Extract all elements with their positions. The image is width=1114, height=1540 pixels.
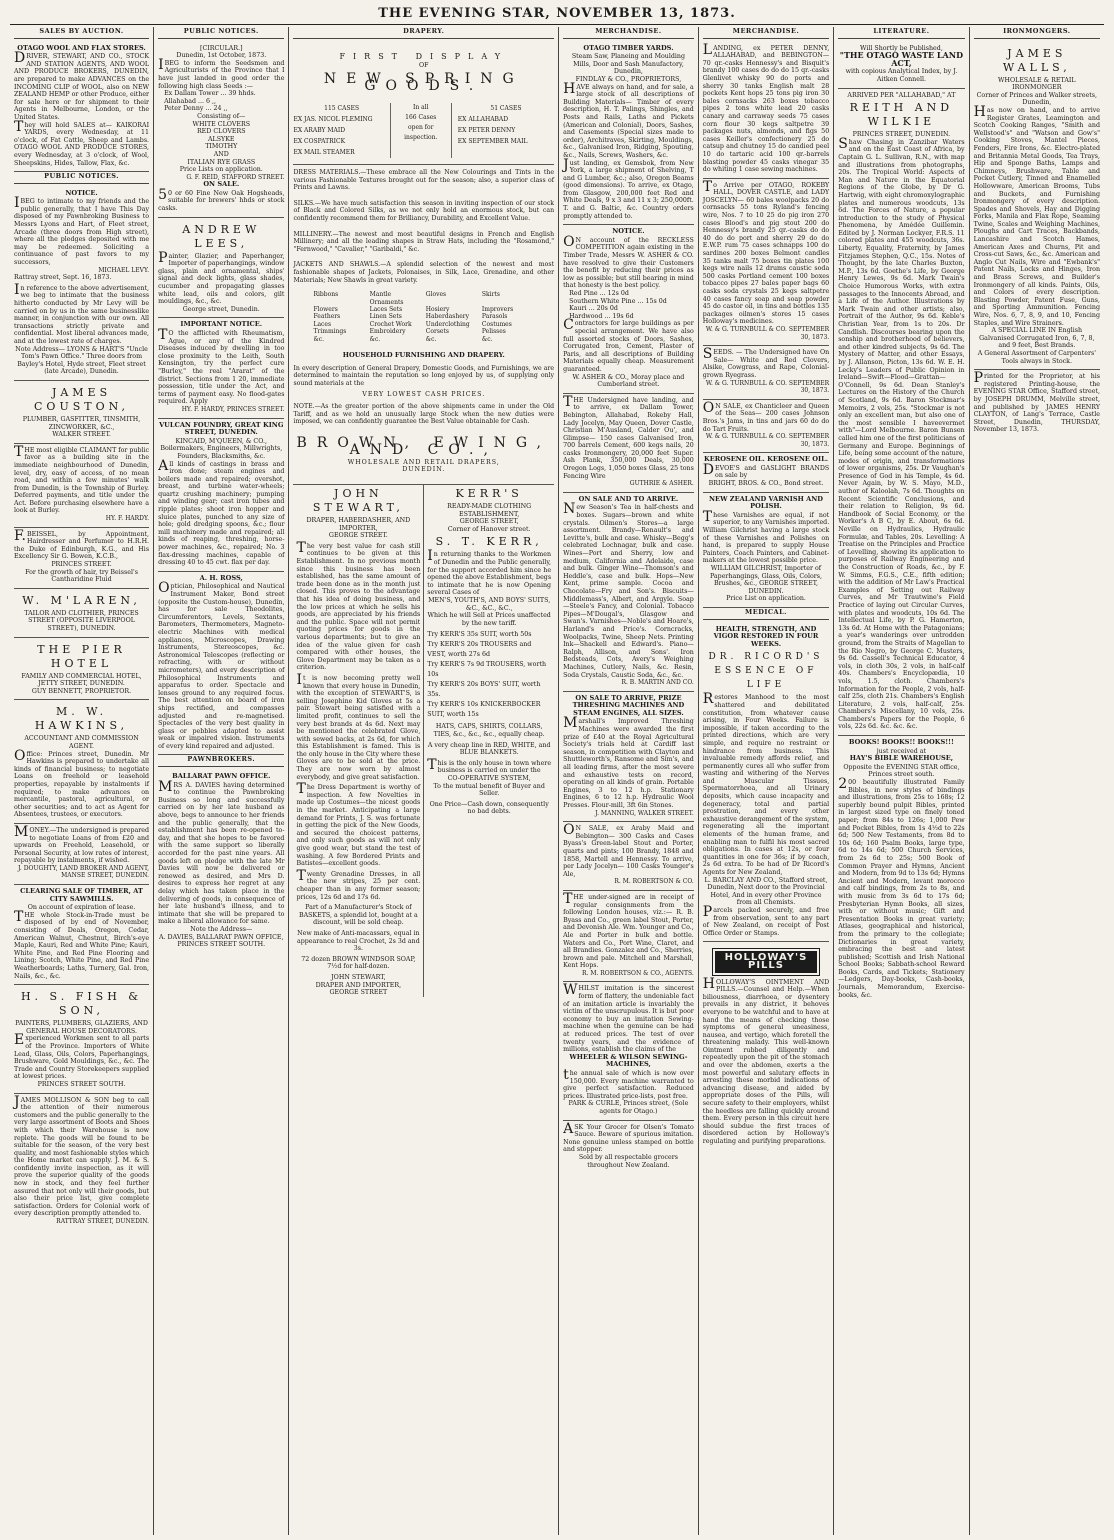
drapery-block	[289, 27, 559, 1535]
grid-item: &c.	[481, 335, 493, 343]
ad-body: 50 or 60 Fine New Oak Hogsheads, suitable for brewers' hhds or stock casks.	[158, 186, 285, 213]
list-item: Peter Denny ... 24 ,,	[164, 105, 228, 113]
grid-item: &c.	[425, 335, 437, 343]
ad-rokeby	[703, 179, 829, 346]
ad-signature: GUY BENNETT, PROPRIETOR.	[31, 687, 132, 695]
ad-body: THE Undersigned have landing, and to arrive, ex Dallam Tower, Bebington, Allahabad, Rokeby Hall, Lady Jocelyn, May Queen, Dover Castle, Christian M'Ausland, Calder Ou', and Glimpse— 150 cases Galvanised Iron, 700 barrels Cement, 600 kegs nails, 20 casks Ironmongery, 20,000 feet Super. Ash Plank, 350,000 Deals, 30,000 Oregon Logs, 1,050 boxes Glass, 25 tons Fencing Wire	[563, 393, 694, 480]
list-item: EX COSPATRICK	[293, 137, 346, 145]
ad-mlaren	[14, 589, 149, 638]
grid-item: Mantle Ornaments	[369, 291, 404, 306]
ad-name: W. M'LAREN,	[22, 593, 141, 607]
ad-body: Experienced Workmen sent to all parts of the Province. Importers of White Lead, Glass, Oils, Colors, Paperhangings, Brushware, Gold Mouldings, &c., &c. The Trade and Country Storekeepers supplied at lowest prices.	[14, 1032, 150, 1081]
ad-body: THE whole Stock-in-Trade must be disposed of by end of November, consisting of Deals, Oregon, Cedar, American Walnut, Chestnut, Birch's-eye Maple, Kauri, Red and White Pine; Kauri, White Pine, and Red Pine Flooring and Lining; Scotch, White Pine, and Red Pine Weatherboards; Laths, Turnery, Gal. Iron, Nails, &c., &c.	[14, 908, 150, 980]
grid-item: Flowers	[313, 305, 338, 313]
ad-wheeler-wilson	[563, 982, 694, 1120]
ad-ballarat-pawn	[158, 770, 284, 953]
grid-item: Crochet Work	[369, 320, 412, 328]
ad-title: "THE OTAGO WASTE LAND ACT,	[839, 50, 964, 68]
grid-item: Ribbons	[313, 291, 339, 299]
ad-label: [CIRCULAR.]	[199, 44, 243, 52]
ad-signature: L. BARCLAY AND CO., Stafford street, Dunedin, Next door to the Provincial Hotel, And in every other Province from all Chemists.	[704, 876, 828, 907]
ad-body: New Season's Tea in half-chests and boxes. Sugars—brown and white crystals. Oilmen's Stores—a large assortment. Brandy—Renault's and Levitte's, bulk and case. Whisky—Begg's celebrated Lochnagar, bulk and case. Wines—Port and Sherry, low and medium, California and Adelaide, case and bulk. Ginger Wine—Thomson's and Heddle's, case and bulk. Hops—New Kent, prime sample. Cocoa and Chocolate—Fry and Son's. Biscuits—Middlemass's, Albert, and Argyle. Soap—Steele's Fancy, and Colonial. Tobacco Pipes—M'Dougal's, Glasgow and Swan's. Varnishes—Noble's and Hoare's, Harland's and Price's. Corncracks, Woolpacks, Twine, Sheep Nets. Printing Ink—Shackell and Edward's. Piano—Ralph, Allison, and Sons'. Iron Bedsteads, Cots, Avery's Weighing Machines, Cutlery, Nails, &c. Resin, Soda Crystals, Caustic Soda, &c., &c.	[563, 501, 694, 679]
list-item: Try KERR'S 35s SUIT, worth 50s	[427, 631, 532, 639]
list-item: RED CLOVERS	[196, 128, 246, 136]
ad-firm: KINCAID, M'QUEEN, & CO.,	[175, 437, 268, 445]
ad-body: It is now becoming pretty well known that every house in Dunedin, with the exception of STEWART'S, is selling Josephine Kid Gloves at 5s a pair. Stewart being satisfied with a limited profit, continues to sell the very best brands at 4s 6d. Next may be mentioned the celebrated Glove, with sewed backs, at 2s 6d, for which this Establishment is famed. This is the only house in the City where these Gloves are to be sold at the price. They are now worn by almost everybody, and give great satisfaction.	[296, 671, 421, 781]
lowest-prices: VERY LOWEST CASH PRICES.	[362, 391, 486, 399]
ad-fish	[14, 985, 149, 1093]
price-list	[563, 290, 694, 320]
ad-subtitle: On account of expiration of lease.	[27, 904, 136, 912]
ad-money	[14, 824, 149, 885]
list-item: ALSYKE	[208, 135, 235, 143]
list-item: EX PETER DENNY	[457, 126, 516, 134]
ad-title: ON SALE TO ARRIVE, PRIZE THRESHING MACHINES AND STEAM ENGINES, ALL SIZES.	[572, 693, 685, 717]
ad-body: Twenty Grenadine Dresses, in all the new stripes, 25 per cent. cheaper than in any former season; prices, 12s 6d and 17s 6d.	[296, 867, 421, 901]
list-item: Red Pine ... 12s 0d	[569, 290, 629, 297]
ad-body: ASK Your Grocer for Olsen's Tomato Sauce. Beware of spurious imitation. None genuine unless stamped on bottle and stopper.	[563, 1120, 694, 1154]
ad-line: Which he will Sell at Prices unaffected by the new tariff.	[427, 612, 551, 627]
of-label: OF	[418, 62, 429, 70]
ad-trade: PLUMBER, GASFITTER, TINSMITH, ZINCWORKER, &C.,	[22, 415, 141, 431]
ad-brown-ewing	[293, 42, 554, 485]
ad-vulcan-foundry	[158, 419, 284, 572]
household-text: In every description of General Drapery, Domestic Goods, and Furnishings, we are determined to maintain the reputation so long enjoyed by us, of supplying only sound materials at the	[293, 364, 555, 387]
ad-address: GEORGE STREET,	[459, 518, 519, 526]
column-2	[154, 27, 289, 1535]
ad-line: 72 dozen BROWN WINDSOR SOAP, 7½d for half-dozen.	[301, 955, 416, 971]
ad-body: F.BEISSEL, by Appointment, Hairdresser and Perfumer to H.R.H. the Duke of Edinburgh, K.G., and His Excellency Sir G. Bowen, K.C.B.,	[14, 527, 150, 561]
ad-body: Painter, Glazier, and Paperhanger, Importer of paperhangings, window glass, plain and ornamental, ships' signal and deck lights, glass shades, cucumber and propagating glasses white lead, oils and colors, gilt mouldings, &c., &c.	[158, 249, 285, 306]
ad-guthrie-asher	[563, 394, 694, 493]
ad-date: Dunedin, 1st October, 1873.	[176, 52, 267, 60]
grid-item: Gloves	[425, 291, 447, 299]
ad-pier-hotel	[14, 638, 149, 701]
section-pawnbrokers: PAWNBROKERS.	[158, 755, 284, 767]
ad-note: Note the Address—	[190, 925, 253, 933]
household-heading: HOUSEHOLD FURNISHING AND DRAPERY.	[342, 350, 505, 359]
ad-clearing-sale	[14, 885, 149, 985]
ad-trade: FAMILY AND COMMERCIAL HOTEL, JETTY STREET, DUNEDIN.	[21, 672, 142, 688]
ad-name: WHEELER & WILSON SEWING-MACHINES,	[569, 1052, 688, 1069]
ad-olsen	[563, 1121, 694, 1174]
silks: SILKS.—We have much satisfaction this season in inviting inspection of our stock of Black and Colored Silks, as we not only hold an enormous stock, but can confidently recommend them for Brilliancy, Durability, and Excellent Value.	[293, 199, 555, 222]
ad-address: PRINCES STREET, DUNEDIN.	[852, 131, 951, 139]
grid-item: Costumes	[481, 320, 512, 328]
ad-robertson-agents	[563, 891, 694, 983]
ad-name: M. W. HAWKINS,	[34, 705, 129, 733]
ad-varnish	[703, 493, 829, 608]
ad-manning	[563, 692, 694, 823]
list-item: 115 CASES	[324, 104, 360, 112]
grid-item: Linen Sets	[369, 313, 402, 321]
ad-signature: HY. F. HARDY.	[105, 515, 150, 523]
ad-body: Contractors for large buildings as per special arrangement. We have also full assorted stocks of Doors, Sashes, Corrugated Iron, Cement, Plaster of Paris, and all descriptions of Building Materials equally cheap. Measurement guaranteed.	[563, 317, 694, 373]
section-sales-by-auction: SALES BY AUCTION.	[14, 27, 149, 39]
ad-mollison	[14, 1094, 149, 1230]
ad-body: Just landing, ex Gemsbok, from New York, a large shipment of Shelving, T and G Lumber, &c.; also, Oregon Beams (good dimensions). To arrive, ex Otago, from Glasgow, 200,000 feet Red and White Deals, 9 x 3 and 11 x 3; 250,000ft. T. and G. Baltic, &c. Country orders promptly attended to.	[563, 156, 694, 220]
ad-subtitle: Steam Saw, Planeing and Moulding Mills, Door and Sash Manufactory, Dunedin,	[571, 53, 686, 76]
ad-line: Will Shortly be Published,	[859, 44, 943, 52]
ad-date: Rattray street, Sept. 16, 1873.	[14, 274, 112, 282]
ad-signature: HY. F. HARDY, PRINCES STREET.	[181, 405, 285, 413]
ad-john-stewart	[293, 485, 424, 997]
ad-waste-land-act	[838, 42, 964, 89]
brand-name: BROWN, EWING, AND CO.,	[296, 434, 551, 459]
ad-line: To the mutual benefit of Buyer and Seller.	[433, 782, 545, 798]
section-merchandise: MERCHANDISE.	[563, 27, 694, 39]
ad-signature: JOHN STEWART,	[331, 973, 386, 981]
ad-holloway	[703, 942, 829, 1149]
ad-line: A SPECIAL LINE IN English Galvanised Corrugated Iron, 6, 7, 8, and 9 feet, Best Brands.	[979, 327, 1095, 350]
list-item: 166 Cases	[405, 113, 437, 121]
ad-signature: W. & G. TURNBULL & CO. SEPTEMBER 30, 1873.	[705, 379, 830, 395]
ad-body: WHILST imitation is the sincerest form of flattery, the undeniable fact of an imitation article is invariably the victim of the unscrupulous. It is but poor economy to buy an imitation Sewing-machine when the genuine can be had at reduced prices. The test of over twenty years, and the evidence of millions, establish the claims of the	[563, 982, 694, 1054]
ad-body: THE under-signed are in receipt of regular consignments from the following London houses, viz.:— R. B. Byass and Co., green label Stout, Porter, and Devonish Ale. Wm. Younger and Co., Ale and Porter in bulk and bottle. Waters and Co., Port Wine, Claret, and all Brandies. Gonzalez and Co., Sherries, brown and pale. Mitchell and Marshall, Kent Hops.	[563, 890, 694, 970]
ad-signature: WILLIAM GILCHRIST, Importer of Paperhangings, Glass, Oils, Colors, Brushes, &c., GEORGE STREET, DUNEDIN.	[709, 565, 823, 595]
list-item: Try KERR'S 20s BOYS' SUIT, worth 35s.	[427, 681, 541, 699]
shipments-table	[293, 99, 554, 165]
ad-line: Price Lists on application.	[179, 166, 263, 174]
section-literature: LITERATURE.	[838, 27, 964, 39]
list-item: Try KERR'S 10s KNICKERBOCKER SUIT, worth 15s	[427, 701, 541, 719]
ad-name: REITH AND WILKIE	[849, 101, 954, 129]
grid-item: Embroidery	[369, 328, 406, 336]
ad-address: George street, Dunedin.	[182, 305, 260, 313]
list-item: 51 CASES	[490, 104, 522, 112]
list-item: In all	[412, 103, 429, 111]
list-item: Hardwood ... 19s 6d	[569, 312, 634, 320]
ad-line: MEN'S, YOUTH'S, AND BOYS' SUITS, &C., &C., &C.,	[428, 597, 551, 612]
ad-lees	[158, 218, 284, 319]
ad-body: MONEY.—The undersigned is prepared to negotiate Loans of from £20 and upwards on Freehold, Leasehold, or Personal Security, at low rates of interest, repayable by instalments, if wished.	[14, 823, 150, 865]
holloway-banner: HOLLOWAY'S PILLS	[713, 949, 819, 974]
section-ironmongers: IRONMONGERS.	[974, 27, 1100, 39]
dress-materials: DRESS MATERIALS.—These embrace all the New Colourings and Tints in the various Fashionable Textures brought out for the season; also, a superior class of Prints and Lawns.	[293, 168, 555, 192]
ad-line: CO-OPERATIVE SYSTEM,	[447, 774, 531, 782]
kerr-tries	[427, 630, 551, 720]
grid-item: Laces	[313, 320, 332, 328]
ad-trade: Boilermakers, Engineers, Millwrights, Founders, Blacksmiths, &c.	[160, 445, 283, 460]
shipments-middle	[390, 103, 452, 158]
list-item: EX MAIL STEAMER	[293, 148, 355, 156]
ad-line: One Price—Cash down, consequently no bad debts.	[429, 800, 549, 816]
shipments-left	[293, 103, 389, 158]
grid-item: Parasols	[481, 313, 508, 321]
ad-kerosene	[703, 453, 829, 492]
ad-signature: J. MANNING, WALKER STREET.	[595, 809, 694, 817]
ad-title: HEALTH, STRENGTH, AND VIGOR RESTORED IN FOUR WEEKS.	[713, 624, 819, 648]
section-merchandise: MERCHANDISE.	[703, 27, 829, 39]
ad-name: ANDREW LEES,	[182, 222, 261, 250]
ad-body: TO the afflicted with Rheumatism, Ague, or any of the Kindred Diseases induced by dwelling in too close proximity to the Leith, South Kensington, try the perfect cure "Burley," the real "Ararat" of the district. Sections from 1 20, immediate possession, title under the Act, and terms of payment easy. No flood-gates required. Apply	[158, 327, 285, 406]
ad-signature: GUTHRIE & ASHER.	[629, 480, 694, 488]
ad-otago-timber	[563, 42, 694, 226]
ad-body: In returning thanks to the Workmen of Dunedin and the Public generally, for the support accorded him since he opened the above Establishment, begs to intimate that he is now Opening several Cases of	[427, 548, 552, 597]
ad-body: DRIVER, STEWART, AND CO., STOCK AND STATION AGENTS, AND WOOL AND PRODUCE BROKERS, DUNEDIN, are prepared to make ADVANCES on the INCOMING CLIP of WOOL, also on NEW ZEALAND HEMP or other Produce, either for sale here or for shipment to their Agents in Melbourne, London, or the United States.	[14, 50, 150, 121]
ad-body: IBEG to inform the Seedsmen and Agriculturists of the Province that I have just landed in good order the following high class Seeds :—	[158, 56, 285, 90]
column-4	[559, 27, 699, 1535]
ad-name: JAMES COUSTON,	[34, 385, 130, 413]
ad-body: ON SALE, ex Chanticleer and Queen of the Seas— 200 cases Johnson Bros.'s Jams, in tins and jars 60 do do do Tart Fruits.	[702, 399, 830, 433]
ad-title: NOTICE.	[65, 188, 98, 197]
first-display-heading: FIRST DISPLAY	[339, 51, 509, 61]
list-item: EX ARABY MAID	[293, 126, 346, 134]
ad-hays-bible	[838, 736, 964, 1003]
millinery: MILLINERY.—The newest and most beautiful designs in French and English Millinery; and all the leading shapes in Straw Hats, including the "Rosamond," "Fernwood," "Cavalier," "Garibaldi," &c.	[293, 230, 555, 253]
grid-item: Corsets	[425, 328, 449, 336]
section-public-notices: PUBLIC NOTICES.	[14, 172, 149, 184]
ad-signature: G. F. REID, STAFFORD STREET.	[186, 173, 285, 181]
column-7	[970, 27, 1104, 1535]
ad-line: Consisting of—	[197, 112, 246, 120]
ad-trade: TAILOR AND CLOTHIER, PRINCES STREET (OPPOSITE LIVERPOOL STREET), DUNEDIN.	[24, 609, 139, 632]
ad-title: NOTICE.	[612, 227, 645, 236]
ad-body: THE most eligible CLAIMANT for public favor as a building site in the immediate neighbourhood of Dunedin, level, dry, easy of access, of no mean road, and within a few minutes' walk from Dunedin, is the Township of Burley. Deferred payments, and title under the Act. Before purchasing elsewhere have a look at Burley.	[14, 443, 150, 515]
list-item: WHITE CLOVERS	[192, 120, 251, 128]
ad-title: BALLARAT PAWN OFFICE.	[172, 772, 271, 781]
ad-line: A General Assortment of Carpenters' Tools always in Stock.	[977, 349, 1096, 365]
ad-line: Part of a Manufacturer's Stock of BASKETS, a splendid lot, bought at a discount, will be sold cheap.	[298, 904, 418, 927]
list-item: Ex Dallam Tower ... 39 hhds.	[164, 90, 256, 98]
goods-grid	[293, 288, 554, 346]
section-public-notices: PUBLIC NOTICES.	[158, 27, 284, 39]
ad-body: SEEDS. — The Undersigned have On Sale— White and Red Clovers, Alsike, Cowgrass, and Rape, Colonial-grown Ryegrass.	[702, 346, 830, 379]
ad-burley	[14, 444, 149, 528]
ad-seed-list	[158, 121, 284, 167]
grid-item: Underclothing	[425, 320, 470, 328]
ad-body: They will hold SALES at— KAIKORAI YARDS, every Wednesday, at 11 o'clock, of Fat Cattle, Sheep and Lambs. OTAGO WOOL AND PRODUCE STORES, every Wednesday, at 3 o'clock, of Wool, Sheepskins, Hides, Tallow, Flax, &c.	[14, 118, 150, 167]
ad-body: All kinds of castings in brass and iron done; steam engines and boilers made and repaired; overshot, breast, and turbine water-wheels; quartz crushing machinery; pumping and winding gear; cast iron tubes and ripple plates; shoot iron hopper and sluice plates, punched to any size of hole; gold dredging spoons, &c.; flour mill machinery made and repaired; all kinds of reaping, threshing, horse-power machines, &c., repaired; No. 3 flax-dressing machines, capable of dressing 40 to 45 cwt. flax per day.	[158, 457, 285, 567]
ad-extra: For the growth of hair, try Beissel's Cantharidine Fluid	[25, 568, 138, 584]
grid-item: &c.	[369, 335, 381, 343]
ad-body: DEVOE'S and GASLIGHT BRANDS on sale by	[702, 461, 830, 480]
ad-body: Optician, Philosophical and Nautical Instrument Maker, Bond street (opposite the Custom-house), Dunedin, has for sale Theodolites, Circumferentors, Levels, Sextants, Barometers, Thermometers, Magneto-electric Machines with medical appliances, Microscopes, Drawing Instruments, Stereoscopes, &c. Astronomical Telescopes (reflecting or refracting, with or without micrometers), and every description of Philosophical Instruments and apparatus to order. Spectacle and lenses ground to any required focus. The best attention on board of iron ships rectified, and compasses adjusted and re-magnetised. Spectacles of the very best quality in glass or pebbles adapted to assist weak or impaired vision. Instruments of every kind repaired and adjusted.	[158, 580, 285, 750]
list-item: Try KERR'S 20s TROUSERS and VEST, worth 27s 6d	[427, 641, 532, 659]
list-item: EX ALLAHABAD	[457, 115, 509, 123]
ad-line: HATS, CAPS, SHIRTS, COLLARS, TIES, &c., &c., &c., equally cheap.	[433, 723, 545, 738]
ad-body: These Varnishes are equal, if not superior, to any Varnishes imported. William Gilchrist having a large stock of these Varnishes and Polishes on hand, is prepared to supply House Painters, Coach Painters, and Cabinet-makers at the lowest possible price.	[702, 508, 830, 565]
ad-name: HAY'S BIBLE WAREHOUSE,	[849, 754, 954, 763]
ad-trade: PAINTERS, PLUMBERS, GLAZIERS, AND GENERAL HOUSE DECORATORS.	[15, 1020, 148, 1035]
ad-address: Opposite the EVENING STAR office, Princes street south.	[843, 763, 960, 779]
ad-signature: R. B. MARTIN AND CO.	[621, 679, 694, 687]
ad-signature: W. & G. TURNBULL & CO. SEPTEMBER 30, 1873.	[705, 325, 830, 341]
ad-signature: R. M. ROBERTSON & CO.	[614, 878, 694, 886]
list-item: inspection.	[404, 133, 438, 141]
shipments-right	[452, 103, 554, 158]
brand-city: DUNEDIN.	[402, 466, 446, 474]
ad-signature: W. & G. TURNBULL & CO. SEPTEMBER 30, 1873.	[705, 433, 830, 448]
list-item: Southern White Pine ... 15s 0d	[569, 297, 667, 305]
ad-james-walls	[974, 42, 1100, 371]
column-5	[699, 27, 834, 1535]
ad-body: HOLLOWAY'S OINTMENT AND PILLS.—Counsel and Help.—When biliousness, diarrhoea, or dysentery prevails in any district, it behoves everyone to be watchful and to have at hand the means of checking those symptoms of general uneasiness, nausea, and vertigo, which foretell the threatening malady. This well-known Ointment rubbed diligently and repeatedly upon the pit of the stomach and over the abdomen, exerts a the most powerful and salutary effects in arresting these morbid indications of advancing disease, and aided by appropriate doses of the Pills, will secure safety to their employers, whilst the heedless are falling quickly around them. Every person in this circuit here should subdue the first traces of disordered action by Holloway's regulating and purifying preparations.	[702, 975, 830, 1145]
ad-signature: A. DAVIES, BALLARAT PAWN OFFICE, PRINCES STREET SOUTH.	[159, 933, 284, 949]
ad-body: Restores Manhood to the most shattered and debilitated constitution, from whatever cause arising, in Four Weeks. Failure is impossible, if taken according to the printed directions, which are very simple, and require no restraint or hindrance from business. This invaluable remedy affords relief, and permanently cures all who suffer from wasting and withering of the Nerves and Muscular Tissues, Spermatorrhoea, and all Urinary deposits, which cause incapacity and degeneracy, total and partial prostration, and every other exhaustive derangement of the system, regenerating all the important elements of the human frame, and enabling man to fulfil his most sacred obligations. In cases at 12s, or four quantities in one for 36s; if by coach, 2s 6d extra. To be had of Dr Ricord's Agents for New Zealand,	[702, 691, 830, 876]
ad-body: Office: Princes street, Dunedin. Mr Hawkins is prepared to undertake all kinds of financial business; to negotiate Loans on freehold or leasehold properties, repayable by instalments if required; to make advances on mercantile, pastoral, agricultural, or other securities; and to act as Agent for Absentees, trustees, or executors.	[14, 747, 150, 819]
ad-kerr	[424, 485, 554, 997]
section-medical: MEDICAL.	[703, 608, 829, 620]
columns	[10, 27, 1104, 1535]
ad-ross-optician	[158, 572, 284, 756]
ad-address: RATTRAY STREET, DUNEDIN.	[56, 1218, 150, 1226]
ad-body: IBEG to intimate to my friends and the public generally, that I have This Day disposed of my Pawnbroking Business to Messrs Lyons and Hart, of Fleet street, Arcade (three doors from High street), where all the pledges deposited with me may be redeemed. Soliciting a continuance of past favors to my successors,	[14, 195, 150, 267]
list-item: EX JAS. NICOL FLEMING	[293, 115, 373, 123]
ad-asher	[563, 225, 694, 393]
ad-name: A. H. ROSS,	[199, 573, 243, 582]
grid-item: Trimmings	[313, 328, 347, 336]
ad-trade: DRAPER, HABERDASHER, AND IMPORTER,	[306, 517, 411, 532]
ad-sub: ARRIVED PER "ALLAHABAD," AT	[847, 91, 956, 99]
ad-signature: BRIGHT, BROS. & CO., Bond street.	[708, 480, 824, 488]
grid-item: &c.	[313, 335, 325, 343]
brand-tagline: WHOLESALE AND RETAIL DRAPERS,	[347, 458, 500, 466]
ad-line: just received at	[876, 747, 927, 755]
ad-address: GEORGE STREET.	[328, 532, 388, 540]
ad-address: WALKER STREET.	[52, 431, 111, 439]
ad-title: KEROSENE OIL. KEROSENE OIL.	[703, 455, 829, 464]
list-item: ITALIAN RYE GRASS	[187, 158, 256, 166]
ad-title: ON SALE AND TO ARRIVE.	[578, 494, 679, 503]
ad-address: GEORGE STREET	[329, 989, 388, 997]
list-item: TIMOTHY	[205, 143, 238, 151]
grid-item: Feathers	[313, 313, 341, 321]
jackets-and-shawls: JACKETS AND SHAWLS.—A splendid selection of the newest and most fashionable shapes of Jackets, Polonaises, in Silk, Lace, Grenadine, and other Materials; New Shawls in great variety.	[293, 261, 555, 284]
ad-address: PRINCES STREET.	[51, 561, 112, 569]
ad-couston	[14, 381, 149, 444]
ad-name: KERR'S	[455, 487, 523, 501]
ad-trade: DRAPER AND IMPORTER,	[315, 981, 402, 989]
ad-martin	[563, 493, 694, 692]
grid-item: Pelisses	[481, 328, 506, 336]
ad-wool-flax-stores	[14, 42, 149, 173]
ad-reith-wilkie	[838, 89, 964, 737]
ad-body: Marshall's Improved Threshing Machines were awarded the first prize of £40 at the Royal Agricultural Society's trials held at Cardiff last season, in competition with Clayton and Shuttleworth's, Ransome and Sim's, and all leading firms, after the most severe and exhaustive tests on record, operating on all kinds of grain. Portable Engines, 3 to 12 h.p. Stationary Engines, 6 to 12 h.p. Hydraulic Wool Presses. Flour-mill, 3ft 6in Stones.	[563, 715, 694, 809]
imprint	[974, 370, 1100, 438]
ad-title: BOOKS! BOOKS!! BOOKS!!!	[848, 738, 954, 747]
ad-line: New make of Anti-macassars, equal in appearance to real Crochet, 2s 3d and 3s.	[296, 929, 420, 953]
ad-address: PRINCES STREET SOUTH.	[37, 1080, 126, 1088]
column-1	[10, 27, 154, 1535]
list-item: open for	[408, 123, 434, 131]
ad-name: JOHN STEWART,	[312, 487, 404, 515]
ad-name: THE PIER HOTEL	[37, 642, 126, 670]
printer-imprint: Printed for the Proprietor, at his registered Printing-house, the EVENING STAR Office, Stafford street, by JOSEPH DRUMM, Melville street, and published by JAMES HENRY CLAYTON, of Lang's Terrace, Castle Street, Dunedin, THURSDAY, November 13, 1873.	[973, 370, 1101, 434]
ad-hawkins	[14, 700, 149, 824]
ad-line: A very cheap line in RED, WHITE, and BLUE BLANKETS.	[427, 741, 551, 757]
ad-title: ON SALE.	[203, 180, 240, 189]
ad-chanticleer	[703, 400, 829, 454]
ad-body: ON account of the RECKLESS COMPETITION again existing in the Timber Trade, Messrs W. ASHER & CO. have resolved to give their Customers the benefit by reducing their prices as low as possible; but still bearing in mind that honesty is the best policy.	[563, 233, 694, 290]
ad-line: Corner of Hanover street.	[447, 525, 531, 533]
ad-firm: FINDLAY & CO., PROPRIETORS,	[575, 75, 682, 83]
grid-item: Laces Sets	[369, 305, 403, 313]
list-item: Kauri ... 20s 0d	[569, 305, 618, 313]
ad-body: The very best value for cash still continues to be given at this Establishment. In no previous month since this business has been established, has the same amount of trade been done as in the month just closed. This proves to the advantage that his idea of doing business, and the low prices at which he sells his goods, are appreciated by his friends and the public. Space will not permit quoting prices for goods in the various departments; but to give an idea of the value given for cash compared with other houses, the Glove Department may be taken as a criterion.	[296, 539, 421, 672]
ad-trade: WHOLESALE & RETAIL IRONMONGER	[998, 76, 1076, 92]
ad-body: Has now on hand, and to arrive Register Grates, Leamington and Scotch Cooking Ranges, "Smith and Wellstood's" and "Watson and Gow's" Cooking Stoves, Mantel Pieces, Fenders, Fire Irons, &c. Electro-plated and Britannia Metal Goods, Tea Trays, Hip and Sponge Baths, Lamps and Chimneys, Brushware, Table and Pocket Cutlery, Tinned and Enamelled Hollowware, American Brooms, Tubs and Buckets, and Furnishing Ironmongery of every description. Spades and Shovels, Hay and Digging Forks, Manila and Flax Rope, Seaming Twine, Scales and Weighing Machines, Ploughs and Cart Traces, Backbands, Lancashire and Scotch Hames, American Axes and Churns, Pit and Cross-cut Saws, &c., &c. American and Anglo Cut Nails, Wire and "Ewbank's" Patent Nails, Locks and Hinges, Iron and Brass Screws, and Builder's Ironmongery of all kinds. Paints, Oils, and Colors of every description. Blasting Powder, Patent Fuse, Guns, and Sporting Ammunition. Fencing Wire, Nos. 6, 7, 8, 9, and 10, Fencing Staples, and Wire Strainers.	[973, 103, 1101, 327]
ad-address: Corner of Princes and Walker streets, Dunedin,	[976, 91, 1098, 107]
ad-trade: ACCOUNTANT AND COMMISSION AGENT.	[24, 735, 139, 750]
ad-title: IMPORTANT NOTICE.	[180, 320, 263, 329]
list-item: AND	[213, 150, 229, 158]
list-item: EX SEPTEMBER MAIL	[457, 137, 528, 145]
ad-body: HAVE always on hand, and for sale, a large stock of all descriptions of Building Materials— Timber of every description, H. T. Palings, Shingles, and Posts and Rails, Laths and Pickets (American and Colonial), Doors, Sashes, and Casements (Special sizes made to order), Architraves, Skirting, Mouldings, &c., Galvanised Iron, Ridging, Spouting, &c., Nails, Screws, Washers, &c.	[563, 80, 694, 159]
ad-line: Price List on application.	[726, 595, 806, 603]
masthead: THE EVENING STAR, NOVEMBER 13, 1873.	[10, 6, 1104, 25]
ad-signature: W. ASHER & CO., Moray place and Cumberland street.	[572, 373, 685, 389]
ad-title: VULCAN FOUNDRY, GREAT KING STREET, DUNEDIN.	[159, 420, 284, 437]
ad-robertson-sale	[563, 822, 694, 891]
ad-body: The Dress Department is worthy of inspection. A few Novelties in made up Costumes—the nicest goods in the market. Anticipating a large demand for Prints, J. S. was fortunate in getting the pick of the New Goods, and secured the choicest patterns, and only such goods as will not only give good wear, but stand the test of washing. A few Bordered Prints and Batistes—excellent goods.	[296, 781, 421, 868]
ad-important-notice	[158, 318, 284, 418]
ad-signature: PARK & CURLE, Princes street, (Sole agents for Otago.)	[568, 1100, 689, 1115]
note-text: NOTE.—As the greater portion of the above shipments came in under the Old Tariff, and as we hold an unusually large Stock when the new duties were imposed, we can confidently guarantee the Best Value obtainable for Cash.	[293, 402, 555, 426]
ad-levy-notice	[14, 187, 149, 381]
ad-signature: J. DOUGHTY, LAND BROKER AND AGENT, MANSE STREET, DUNEDIN.	[17, 864, 150, 880]
list-item: Allahabad ... 6 ,,	[164, 97, 217, 105]
ad-body: JAMES MOLLISON & SON beg to call the attention of their numerous customers and the public generally to the very large assortment of Boots and Shoes with which their Warehouse is now replete. The goods will be found to be suitable for the season, of the very best quality, and most fashionable styles which the Home market can supply. J. M. & S. confidently invite inspection, as it will prove the superior quality of the goods now in stock, and they feel further assured that not only will their goods, but also their price list, give complete satisfaction. Orders for Colonial work of every description promptly attended to.	[14, 1093, 150, 1218]
drapery-sub-columns	[293, 485, 554, 997]
ad-name: DR. RICORD'S ESSENCE OF LIFE	[708, 652, 824, 691]
ad-address: Note Address— LYONS & HART'S "Uncle Tom's Pawn Office." Three doors from Bayley's Hotel, Hyde street, Fleet street (late Arcade), Dunedin.	[15, 345, 148, 376]
ad-seeds	[703, 346, 829, 400]
ad-signature: R. M. ROBERTSON & CO., AGENTS.	[581, 969, 694, 977]
ad-body: Parcels packed securely, and free from observation, sent to any part of New Zealand, on receipt of Post Office Order or Stamps.	[702, 903, 830, 937]
ad-body: LANDING, ex PETER DENNY, ALLAHABAD, and BEBINGTON— 70 qr.-casks Hennessy's and Bisquit's brandy 100 cases do do do 15 qr.-casks Glenlivet whisky 90 do ports and sherry 30 tanks English malt 28 pockets Kent hops 25 tons pig iron 30 bales cornsacks 263 boxes tobacco pipes 2 tons white lead 20 casks canary and carraway seeds 75 cases corn flour 30 kegs saltpetre 39 packages nuts, almonds, and figs 50 cases Keiller's confectionery 25 do catsup and chutney 15 do candied peel 10 do tartaric acid 100 qr.-barrels blasting powder 45 casks vinegar 35 do whiting 1 case sewing machines.	[702, 41, 830, 174]
ad-landing	[703, 42, 829, 179]
ad-body: This is the only house in town where business is carried on under the	[427, 756, 552, 775]
column-6	[834, 27, 969, 1535]
ad-body: In reference to the above advertisement, we beg to intimate that the business hitherto conducted by Mr Levy will be carried on by us in the same businesslike manner, in conjunction with our own. All transactions strictly private and confidential. Most liberal advances made, and at the lowest rate of charges.	[14, 281, 150, 345]
ad-ricord	[703, 623, 829, 943]
list-item: Try KERR'S 7s 9d TROUSERS, worth 10s	[427, 661, 547, 679]
ad-line: with copious Analytical Index, by J. Aitken Connell.	[845, 68, 958, 83]
new-spring-goods-heading: NEW SPRING GOODS.	[323, 70, 524, 95]
ad-name: H. S. FISH & SON,	[20, 990, 143, 1018]
ad-sub: READY-MADE CLOTHING ESTABLISHMENT,	[447, 503, 532, 518]
grid-item: Hosiery	[425, 305, 450, 313]
ad-body: ON SALE, ex Araby Maid and Bebington— 300 Casks and Cases Byass's Green-label Stout and Porter, quarts and pints; 100 Brandy, 1848 and 1858, Martell and Hennessy. To arrive, per Lady Jocelyn— 100 Casks Younger's Ale,	[563, 822, 694, 878]
ad-ship-list	[158, 90, 284, 113]
ad-beissel	[14, 528, 149, 589]
ad-signature: MICHAEL LEVY.	[98, 266, 150, 274]
ad-reid-seeds	[158, 42, 284, 218]
ad-body: the annual sale of which is now over 150,000. Every machine warranted to give perfect satisfaction. Reduced prices. Illustrated price-lists, post free.	[563, 1067, 694, 1100]
ad-title: OTAGO WOOL AND FLAX STORES.	[17, 43, 146, 52]
ad-signature: Sold by all respectable grocers throughout New Zealand.	[578, 1153, 679, 1169]
ad-title: NEW ZEALAND VARNISH AND POLISH.	[709, 494, 823, 511]
grid-item: Skirts	[481, 291, 500, 299]
ad-name: JAMES WALLS,	[1002, 46, 1071, 74]
ad-body: Shaw Chasing in Zanzibar Waters and on the East Coast of Africa, by Captain G. L. Sullivan, R.N., with map and illustrations from photographs, 20s. The Tropical World: Aspects of Man and Nature in the Equatorial Regions of the Globe, by Dr G. Hartwig, with eight chromoxylographic plates and numerous woodcuts, 13s 6d. The Forces of Nature, a popular introduction to the study of Physical Phenomena, by Amédée Guillemin. Edited by J. Norman Lockyer, F.R.S. 11 colored plates and 455 woodcuts, 36s. Liberty, Equality, Fraternity, by James Fitzjames Stephen, Q.C., 15s. Notes of Thought, by the late Charles Buxton, M.P., 13s 6d. Goethe's Life, by George Henry Lewes, 9s 6d. Mark Twain's Choice Humorous Works, with extra passages to the Innocents Abroad, and a Life of the Author. Illustrations by Mark Twain and other artists; also, Portrait of the Author, 9s 6d. Keble's Christian Year, from 1s to 20s. Dr Candlish. Discourses bearing upon the sonship and brotherhood of believers, and other kindred subjects, 9s 6d. The Mystery of Matter, and other Essays, by J. Allanson, Picton, 13s 6d. W. E. H. Lecky's Leaders of Public Opinion in Ireland—Swift—Flood—Grattan—O'Connell, 9s 6d. Dean Stanley's Lectures on the History of the Church of Scotland, 9s 6d. Baron Stockmar's Memoirs, 2 vols, 25s. "Stockmar is not only an excellent man, but also one of the most sensible I haveevermet with"—Lord Melbourne. Baron Bunsen called him one of the first politicians of Germany and Europe. Beginnings of Life, being some account of the nature, modes of origin, and transformations of lower organisms, 25s. Dr Vaughan's Presence of God in his Temple, 4s 6d. Never Again, by W. S. Mayo, M.D., author of Kaloolah, 7s 6d. Thoughts on Recent Scientific Conclusions, and their relation to Religion, 9s 6d. Handbook of Social Economy, or the Worker's A B C, by E. About, 6s 6d. Neville on Hydraulics, Hydraulic Formulæ, and Tables, 20s. Levelling: A Treatise on the Principles and Practice of Levelling, showing its application to purposes of Railway Engineering and the Construction of Roads, &c., by F. W. Simms, F.G.S., C.E., fifth edition; with the addition of Mr Law's Practical Examples of Setting out Railway Curves, and Mr Trautwine's Field Practice of laying out Circular Curves, with plates and woodcuts, 10s 6d. The Intellectual Life, by P. G. Hamerton, 13s 6d. At Home with the Patagonians; a year's wanderings over untrodden ground, from the Straits of Magellan to the Rio Negro, by George C. Musters, 9s 6d. Cassell's Technical Educator, 4 vols, in cloth 30s, 2 vols, in half-calf 40s. Chambers's Encyclopædia, 10 vols, 1.5, cloth. Chambers's Information for the People, 2 vols, half-calf 25s, cloth 21s. Chambers's English Literature, 2 vols, half-calf, 25s. Chambers's Miscellany, 10 vols, 25s. Chambers's Papers for the People, 6 vols, 22s 6d. &c. &c. &c.	[838, 135, 965, 731]
ad-body: 200 beautifully illustrated Family Bibles, in new styles of bindings and illustrations, from 25s to 168s; 12 superbly bound pulpit Bibles, printed in largest sized type on finely toned paper; from 84s to 126s; 1,000 Pew and Pocket Bibles, from 1s 4½d to 22s 6d; 500 New Testaments, from 8d to 10s 6d; 160 Psalm Books, large type, 6d to 14s 6d; 500 Church Services, from 2s 6d to 25s; 500 Book of Common Prayer and Hymns, Ancient and Modern, from 9d to 13s 6d; Hymns Ancient and Modern, levant morocco and calf bindings, from 2s to 8s, and with music from 3s 6d to 17s 6d; Presbyterian Hymn Books, all sizes, with or without music; Gift and Presentation Books in great variety; Atlases, geographical and historical, from the primary to the collegiate; Dictionaries in great variety, embracing the best and latest published; Scottish and Irish National School Books; Sabbath-school Reward Books, Cards, and Tickets; Stationery—Ledgers, Day-books, Cash-books, Journals, Memorandum, Exercise-books, &c.	[838, 776, 965, 999]
ad-body: To Arrive per OTAGO, ROKEBY HALL, DOVER CASTLE, and LADY JOSCELYN— 60 bales woolpacks 20 do cornsacks 55 tons Ryland's fencing wire, Nos. 7 to 10 25 do pig iron 270 cases Blood's and pig stout 200 do Hennessy's brandy 25 qr.-casks do do 40 do do port and sherry 29 do do E.W.P. rum 75 cases schnapps 100 do sardines 200 boxes Belmont candles 35 tanks malt 75 boxes tin plates 100 kegs wire nails 12 drums caustic soda 500 casks Portland cement 100 boxes tobacco pipes 27 bales paper bags 60 casks soda crystals 25 kegs saltpetre 40 cases fancy soap and soap powder 45 do castor oil, in tins and bottles 135 packages oilmen's stores 15 cases Holloway's medicines.	[702, 178, 830, 326]
section-drapery: DRAPERY.	[293, 27, 554, 39]
ad-name: S. T. KERR,	[435, 535, 543, 549]
ad-title: OTAGO TIMBER YARDS.	[583, 43, 674, 52]
ad-title: CLEARING SALE OF TIMBER, AT CITY SAWMILLS.	[20, 887, 143, 903]
grid-item: Haberdashery	[425, 313, 470, 321]
grid-item: Improvers	[481, 305, 514, 313]
ad-body: MRS A. DAVIES having determined to continue the Pawnbroking Business so long and successfully carried on by her late husband as above, begs to announce to her friends and the public generally, that the establishment has been re-opened to-day, and that she hopes to be favored with the same support so liberally accorded for the past nine years. All goods left on pledge with the late Mr Davies will now be delivered or renewed as desired, and Mrs D. desires to express her regret at any delay which has taken place in the delivering of goods, in consequence of her late husband's illness, and to intimate that she will be prepared to make a liberal allowance for same.	[158, 778, 285, 926]
